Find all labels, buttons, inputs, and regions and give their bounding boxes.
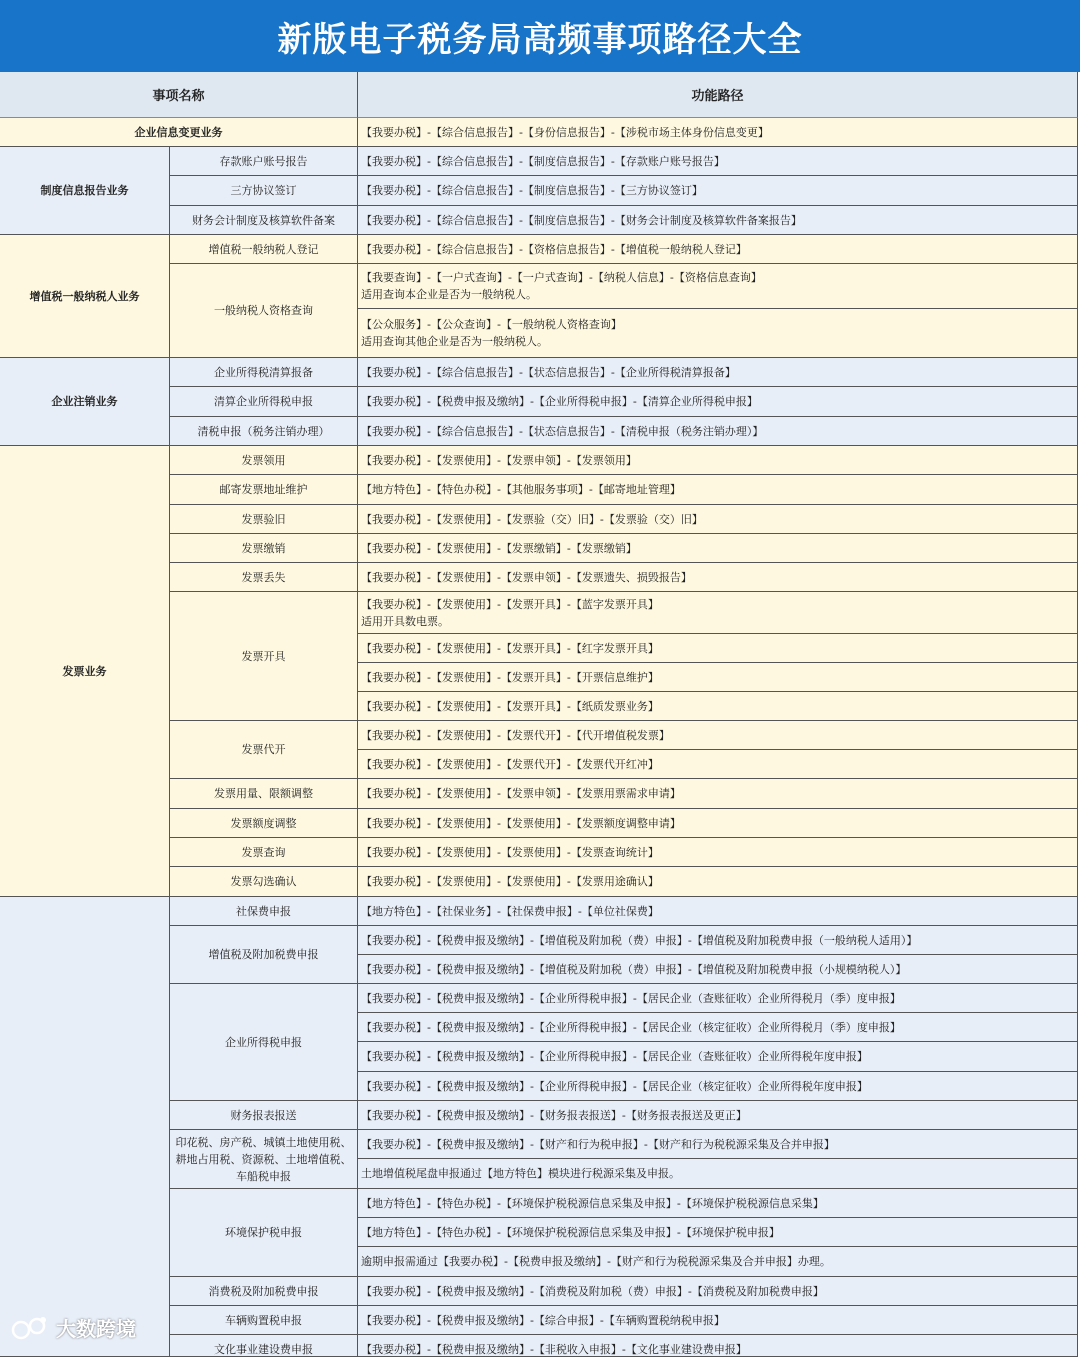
watermark-text: 大数跨境 — [56, 1317, 136, 1341]
item-cell: 发票开具 — [170, 592, 358, 721]
path-cell: 【我要办税】-【发票使用】-【发票开具】-【开票信息维护】 — [358, 663, 1078, 692]
group-cell: 企业注销业务 — [0, 358, 170, 446]
item-cell: 发票勾选确认 — [170, 867, 358, 897]
group-cell: 增值税一般纳税人业务 — [0, 235, 170, 358]
path-cell: 【我要办税】-【发票使用】-【发票代开】-【发票代开红冲】 — [358, 750, 1078, 779]
path-cell: 【我要办税】-【发票使用】-【发票使用】-【发票用途确认】 — [358, 867, 1078, 897]
item-cell: 文化事业建设费申报 — [170, 1335, 358, 1357]
column-header-path: 功能路径 — [358, 72, 1078, 118]
item-cell: 发票领用 — [170, 446, 358, 475]
path-cell: 【我要办税】-【税费申报及缴纳】-【综合申报】-【车辆购置税纳税申报】 — [358, 1306, 1078, 1335]
path-text: 【我要查询】-【一户式查询】-【一户式查询】-【纳税人信息】-【资格信息查询】 — [361, 271, 762, 284]
path-text: 【公众服务】-【公众查询】-【一般纳税人资格查询】 — [361, 318, 622, 331]
path-cell: 【我要办税】-【发票使用】-【发票验（交）旧】-【发票验（交）旧】 — [358, 505, 1078, 534]
group-cell — [0, 897, 170, 1357]
path-note: 适用开具数电票。 — [361, 614, 449, 628]
item-cell: 财务会计制度及核算软件备案 — [170, 206, 358, 235]
path-cell: 【我要办税】-【综合信息报告】-【制度信息报告】-【三方协议签订】 — [358, 176, 1078, 206]
path-cell: 【我要办税】-【发票使用】-【发票代开】-【代开增值税发票】 — [358, 721, 1078, 750]
item-cell: 车辆购置税申报 — [170, 1306, 358, 1335]
item-cell: 消费税及附加税费申报 — [170, 1277, 358, 1306]
item-cell: 清税申报（税务注销办理） — [170, 417, 358, 446]
path-cell: 【我要办税】-【发票使用】-【发票开具】-【红字发票开具】 — [358, 634, 1078, 663]
path-cell: 【我要办税】-【发票使用】-【发票申领】-【发票领用】 — [358, 446, 1078, 475]
item-cell: 增值税及附加税费申报 — [170, 926, 358, 984]
path-cell: 【我要办税】-【发票使用】-【发票申领】-【发票遗失、损毁报告】 — [358, 563, 1078, 592]
watermark-logo-icon — [10, 1315, 50, 1341]
path-cell: 【我要办税】-【发票使用】-【发票开具】-【纸质发票业务】 — [358, 692, 1078, 721]
watermark — [10, 1313, 136, 1342]
path-cell: 【地方特色】-【特色办税】-【环境保护税税源信息采集及申报】-【环境保护税税源信息采集】 — [358, 1189, 1078, 1218]
item-cell: 财务报表报送 — [170, 1101, 358, 1130]
path-cell: 【我要办税】-【税费申报及缴纳】-【企业所得税申报】-【居民企业（查账征收）企业所得税年度申报】 — [358, 1042, 1078, 1072]
item-cell: 企业所得税申报 — [170, 984, 358, 1101]
item-cell: 发票用量、限额调整 — [170, 779, 358, 809]
path-cell: 【我要办税】-【发票使用】-【发票使用】-【发票额度调整申请】 — [358, 809, 1078, 838]
path-cell: 逾期申报需通过【我要办税】-【税费申报及缴纳】-【财产和行为税税源采集及合并申报】办理。 — [358, 1247, 1078, 1277]
item-cell: 发票额度调整 — [170, 809, 358, 838]
group-cell: 发票业务 — [0, 446, 170, 897]
item-cell: 印花税、房产税、城镇土地使用税、耕地占用税、资源税、土地增值税、车船税申报 — [170, 1130, 358, 1189]
column-header-item: 事项名称 — [0, 72, 358, 118]
item-cell: 一般纳税人资格查询 — [170, 264, 358, 358]
item-cell: 邮寄发票地址维护 — [170, 475, 358, 505]
path-cell: 【我要办税】-【综合信息报告】-【状态信息报告】-【企业所得税清算报备】 — [358, 358, 1078, 387]
path-note: 适用查询本企业是否为一般纳税人。 — [361, 288, 537, 301]
path-cell: 【我要办税】-【综合信息报告】-【制度信息报告】-【财务会计制度及核算软件备案报告】 — [358, 206, 1078, 235]
item-cell: 企业所得税清算报备 — [170, 358, 358, 387]
path-cell: 【我要办税】-【税费申报及缴纳】-【企业所得税申报】-【居民企业（核定征收）企业所得税月（季）度申报】 — [358, 1013, 1078, 1042]
page-title: 新版电子税务局高频事项路径大全 — [277, 19, 803, 60]
path-cell: 【我要办税】-【综合信息报告】-【制度信息报告】-【存款账户账号报告】 — [358, 147, 1078, 176]
path-cell: 【我要办税】-【税费申报及缴纳】-【增值税及附加税（费）申报】-【增值税及附加税费申报（小规模纳税人）】 — [358, 955, 1078, 984]
group-cell: 企业信息变更业务 — [0, 118, 358, 147]
group-cell: 制度信息报告业务 — [0, 147, 170, 235]
item-cell: 发票代开 — [170, 721, 358, 779]
path-cell: 【我要办税】-【税费申报及缴纳】-【财务报表报送】-【财务报表报送及更正】 — [358, 1101, 1078, 1130]
path-cell: 【我要办税】-【税费申报及缴纳】-【财产和行为税申报】-【财产和行为税税源采集及合并申报】 — [358, 1130, 1078, 1159]
path-cell: 【我要办税】-【综合信息报告】-【身份信息报告】-【涉税市场主体身份信息变更】 — [358, 118, 1078, 147]
item-cell: 发票缴销 — [170, 534, 358, 563]
title-banner — [0, 0, 1080, 72]
path-cell: 【我要办税】-【发票使用】-【发票缴销】-【发票缴销】 — [358, 534, 1078, 563]
path-cell — [358, 264, 1078, 309]
item-cell: 发票丢失 — [170, 563, 358, 592]
item-cell: 清算企业所得税申报 — [170, 387, 358, 417]
path-cell: 土地增值税尾盘申报通过【地方特色】模块进行税源采集及申报。 — [358, 1159, 1078, 1189]
path-cell: 【地方特色】-【特色办税】-【环境保护税税源信息采集及申报】-【环境保护税申报】 — [358, 1218, 1078, 1247]
path-cell: 【地方特色】-【特色办税】-【其他服务事项】-【邮寄地址管理】 — [358, 475, 1078, 505]
path-cell: 【我要办税】-【发票使用】-【发票使用】-【发票查询统计】 — [358, 838, 1078, 867]
item-cell: 环境保护税申报 — [170, 1189, 358, 1277]
path-cell: 【我要办税】-【税费申报及缴纳】-【企业所得税申报】-【居民企业（核定征收）企业所得税年度申报】 — [358, 1072, 1078, 1101]
path-cell: 【我要办税】-【税费申报及缴纳】-【非税收入申报】-【文化事业建设费申报】 — [358, 1335, 1078, 1357]
item-cell: 发票查询 — [170, 838, 358, 867]
path-cell: 【我要办税】-【税费申报及缴纳】-【增值税及附加税（费）申报】-【增值税及附加税费申报（一般纳税人适用）】 — [358, 926, 1078, 955]
path-cell — [358, 309, 1078, 358]
path-cell: 【我要办税】-【税费申报及缴纳】-【企业所得税申报】-【清算企业所得税申报】 — [358, 387, 1078, 417]
path-cell: 【我要办税】-【综合信息报告】-【资格信息报告】-【增值税一般纳税人登记】 — [358, 235, 1078, 264]
path-cell: 【我要办税】-【税费申报及缴纳】-【企业所得税申报】-【居民企业（查账征收）企业所得税月（季）度申报】 — [358, 984, 1078, 1013]
path-note: 适用查询其他企业是否为一般纳税人。 — [361, 335, 548, 348]
item-cell: 三方协议签订 — [170, 176, 358, 206]
path-cell: 【我要办税】-【发票使用】-【发票申领】-【发票用票需求申请】 — [358, 779, 1078, 809]
item-cell: 存款账户账号报告 — [170, 147, 358, 176]
path-cell: 【我要办税】-【综合信息报告】-【状态信息报告】-【清税申报（税务注销办理）】 — [358, 417, 1078, 446]
item-cell: 社保费申报 — [170, 897, 358, 926]
path-cell — [358, 592, 1078, 634]
item-cell: 发票验旧 — [170, 505, 358, 534]
path-cell: 【我要办税】-【税费申报及缴纳】-【消费税及附加税（费）申报】-【消费税及附加税费申报】 — [358, 1277, 1078, 1306]
path-cell: 【地方特色】-【社保业务】-【社保费申报】-【单位社保费】 — [358, 897, 1078, 926]
item-cell: 增值税一般纳税人登记 — [170, 235, 358, 264]
path-text: 【我要办税】-【发票使用】-【发票开具】-【蓝字发票开具】 — [361, 597, 659, 611]
